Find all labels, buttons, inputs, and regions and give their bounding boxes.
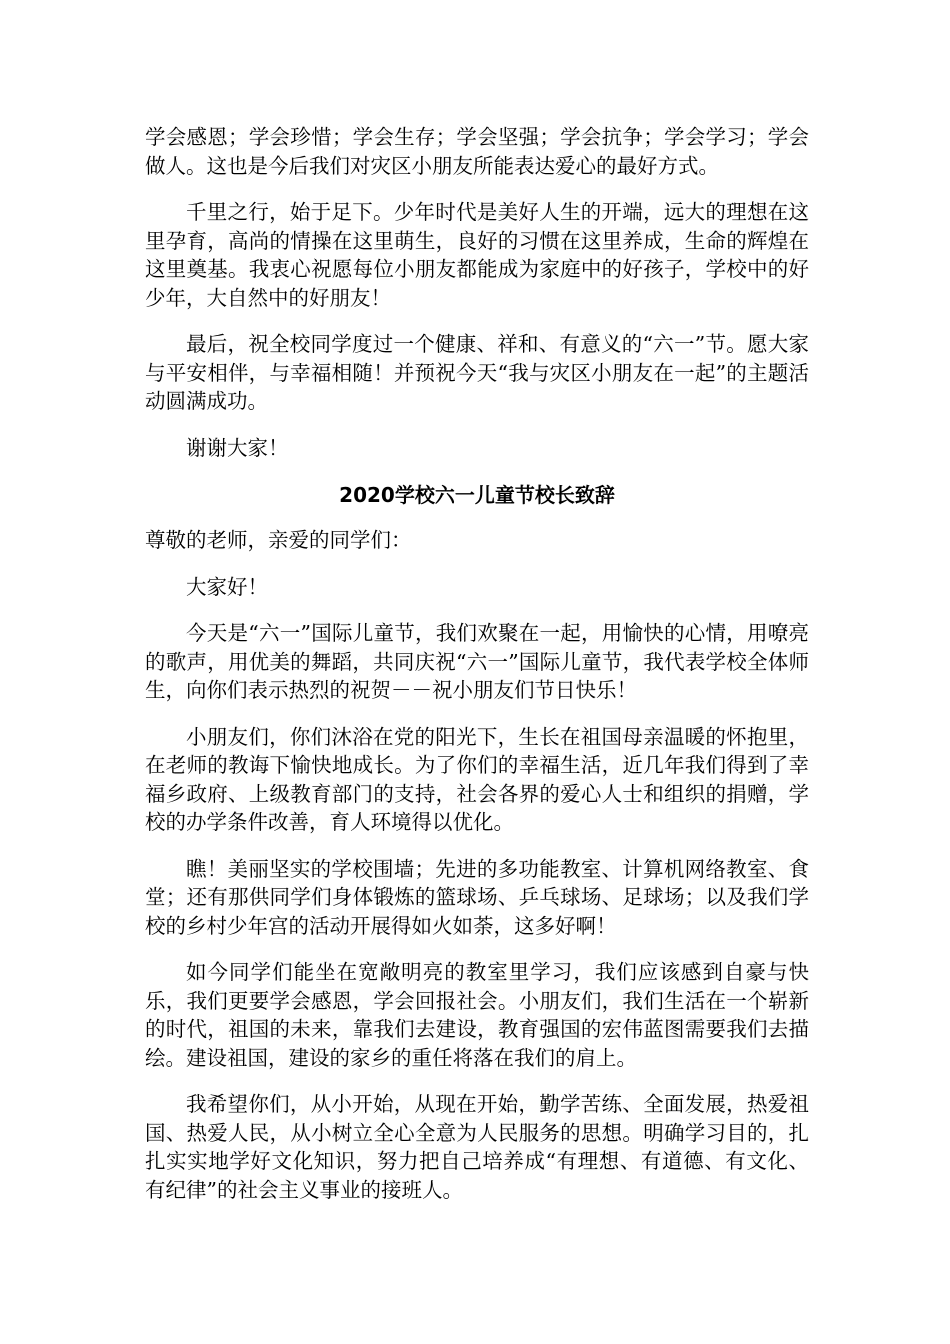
paragraph: 最后，祝全校同学度过一个健康、祥和、有意义的“六一”节。愿大家与平安相伴，与幸福相随！并预祝今天“我与灾区小朋友在一起”的主题活动圆满成功。	[145, 332, 809, 413]
paragraph: 瞧！美丽坚实的学校围墙；先进的多功能教室、计算机网络教室、食堂；还有那供同学们身体锻炼的篮球场、乒乓球场、足球场；以及我们学校的乡村少年宫的活动开展得如火如荼，这多好啊！	[145, 856, 809, 938]
closing-thanks: 谢谢大家！	[186, 435, 289, 460]
paragraph: 小朋友们，你们沐浴在党的阳光下，生长在祖国母亲温暖的怀抱里，在老师的教诲下愉快地成长。为了你们的幸福生活，近几年我们得到了幸福乡政府、上级教育部门的支持，社会各界的爱心人士和组织的捐赠，学校的办学条件改善，育人环境得以优化。	[145, 724, 809, 834]
document-body	[145, 123, 809, 1222]
paragraph: 千里之行，始于足下。少年时代是美好人生的开端，远大的理想在这里孕育，高尚的情操在这里萌生，良好的习惯在这里养成，生命的辉煌在这里奠基。我衷心祝愿每位小朋友都能成为家庭中的好孩子，学校中的好少年，大自然中的好朋友！	[145, 200, 809, 310]
salutation: 尊敬的老师，亲爱的同学们：	[145, 528, 412, 552]
paragraph: 今天是“六一”国际儿童节，我们欢聚在一起，用愉快的心情，用嘹亮的歌声，用优美的舞蹈，共同庆祝“六一”国际儿童节，我代表学校全体师生，向你们表示热烈的祝贺－－祝小朋友们节日快乐！	[145, 621, 809, 702]
paragraph: 如今同学们能坐在宽敞明亮的教室里学习，我们应该感到自豪与快乐，我们更要学会感恩，学会回报社会。小朋友们，我们生活在一个崭新的时代，祖国的未来，靠我们去建设，教育强国的宏伟蓝图需要我们去描绘。建设祖国，建设的家乡的重任将落在我们的肩上。	[145, 960, 809, 1070]
paragraph: 我希望你们，从小开始，从现在开始，勤学苦练、全面发展，热爱祖国、热爱人民，从小树立全心全意为人民服务的思想。明确学习目的，扎扎实实地学好文化知识，努力把自己培养成“有理想、有道德、有文化、有纪律”的社会主义事业的接班人。	[145, 1092, 809, 1202]
speech-title: 2020学校六一儿童节校长致辞	[339, 483, 615, 507]
greeting: 大家好！	[186, 574, 268, 599]
paragraph-continued: 学会感恩；学会珍惜；学会生存；学会坚强；学会抗争；学会学习；学会做人。这也是今后我们对灾区小朋友所能表达爱心的最好方式。	[145, 125, 809, 178]
